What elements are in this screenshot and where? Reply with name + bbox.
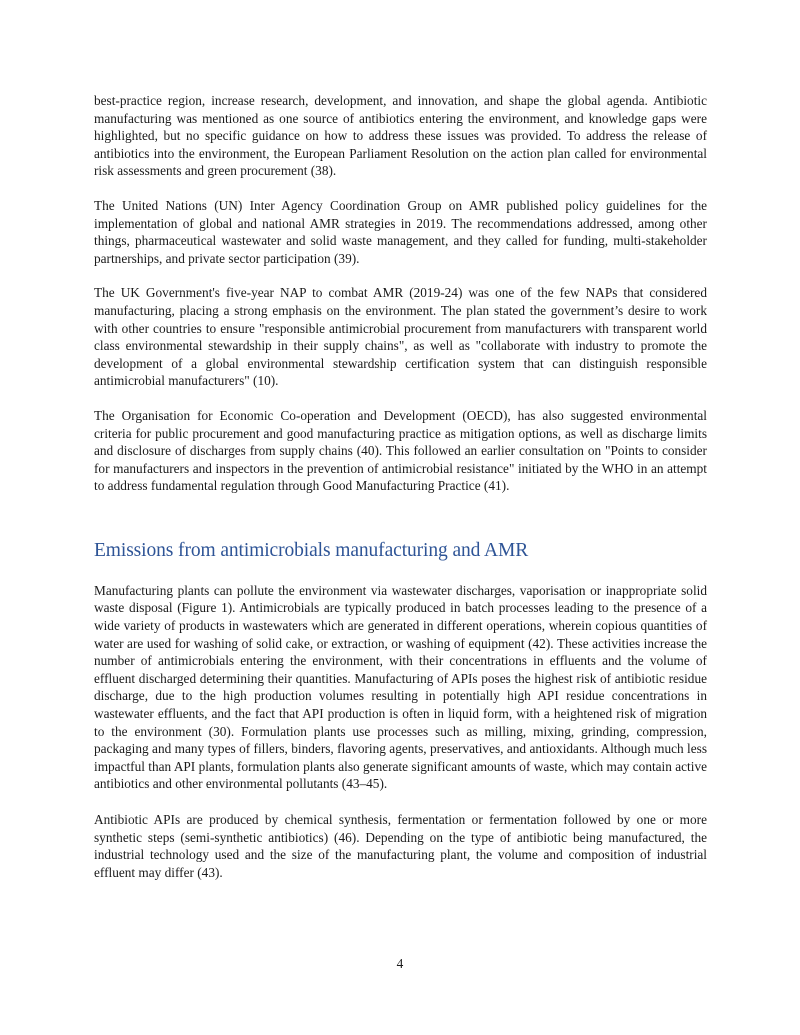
page-body xyxy=(94,92,707,881)
page-number: 4 xyxy=(396,956,404,971)
paragraph-oecd: The Organisation for Economic Co-operation and Development (OECD), has also suggested environmental criteria for public procurement and good manufacturing practice as mitigation options, as well as discharge limits and disclosure of discharges from supply chains (40). This followed an earlier consultation on "Points to consider for manufacturers and inspectors in the prevention of antimicrobial resistance" initiated by the WHO in an attempt to address fundamental regulation through Good Manufacturing Practice (41). xyxy=(94,407,707,494)
paragraph-eu-action-plan: best-practice region, increase research, development, and innovation, and shape the global agenda. Antibiotic manufacturing was mentioned as one source of antibiotics entering the environment, and knowledge gaps were highlighted, but no specific guidance on how to address these issues was provided. To address the release of antibiotics into the environment, the European Parliament Resolution on the action plan called for environmental risk assessments and green procurement (38). xyxy=(94,93,707,179)
paragraph-manufacturing-plants: Manufacturing plants can pollute the environment via wastewater discharges, vaporisation or inappropriate solid waste disposal (Figure 1). Antimicrobials are typically produced in batch processes leading to the presence of a wide variety of products in wastewaters which are generated in different operations, wherein copious quantities of water are used for washing of solid cake, or extraction, or washing of equipment (42). These activities increase the number of antimicrobials entering the environment, with their concentrations in effluents and the volume of effluent discharged determining their quantities. Manufacturing of APIs poses the highest risk of antibiotic residue discharge, due to the high production volumes resulting in potentially high API residue concentrations in wastewater effluents, and the fact that API production is often in liquid form, with a heightened risk of migration to the environment (30). Formulation plants use processes such as milling, mixing, grinding, compression, packaging and many types of fillers, binders, flavoring agents, preservatives, and antioxidants. Although much less impactful than API plants, formulation plants also generate significant amounts of waste, which may contain active antibiotics and other environmental pollutants (43–45). xyxy=(94,582,707,792)
paragraph-uk-nap: The UK Government's five-year NAP to combat AMR (2019-24) was one of the few NAPs that considered manufacturing, placing a strong emphasis on the environment. The plan stated the government’s desire to work with other countries to ensure "responsible antimicrobial procurement from manufacturers with transparent world class environmental stewardship in their supply chains", as well as "collaborate with industry to promote the development of a global environmental stewardship certification system that can distinguish responsible antimicrobial manufacturers" (10). xyxy=(94,285,707,389)
paragraph-un-iacg: The United Nations (UN) Inter Agency Coordination Group on AMR published policy guidelines for the implementation of global and national AMR strategies in 2019. The recommendations addressed, among other things, pharmaceutical wastewater and solid waste management, and they called for funding, multi-stakeholder partnerships, and private sector participation (39). xyxy=(94,197,707,266)
paragraph-antibiotic-apis: Antibiotic APIs are produced by chemical synthesis, fermentation or fermentation followed by one or more synthetic steps (semi-synthetic antibiotics) (46). Depending on the type of antibiotic being manufactured, the industrial technology used and the size of the manufacturing plant, the volume and composition of industrial effluent may differ (43). xyxy=(94,812,707,880)
section-heading: Emissions from antimicrobials manufacturing and AMR xyxy=(94,539,529,561)
